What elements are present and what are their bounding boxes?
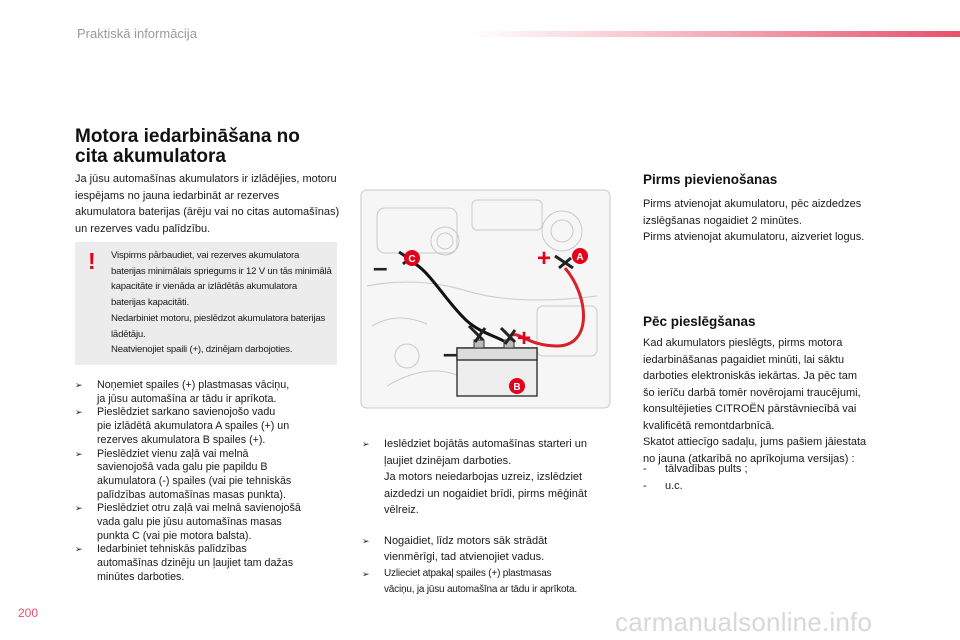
arrow-bullet-icon: ➢ <box>75 448 83 459</box>
list-item <box>643 478 748 495</box>
after-connection-steps <box>362 436 624 599</box>
watermark: carmanualsonline.info <box>615 607 873 637</box>
step-item <box>75 406 347 447</box>
main-heading: Motora iedarbināšana no cita akumulatora <box>75 126 300 167</box>
step-item <box>362 566 624 599</box>
marker-a <box>572 248 588 264</box>
arrow-bullet-icon: ➢ <box>362 568 370 579</box>
step-text: Pieslēdziet vienu zaļā vai melnā savienojošā vada galu pie papildu B akumulatora (-) spailes (vai pie tehniskās palīdzības automašīnas masas punkta). <box>97 447 292 501</box>
page-header-title: Praktiskā informācija <box>77 26 197 41</box>
minus-sign-top: – <box>373 252 388 282</box>
section-heading-before: Pirms pievienošanas <box>643 172 778 187</box>
arrow-bullet-icon: ➢ <box>75 544 83 555</box>
step-text: Nogaidiet, līdz motors sāk strādāt vienmērīgi, tad atvienojiet vadus. <box>384 534 548 563</box>
warning-box <box>75 242 337 365</box>
intro-paragraph: Ja jūsu automašīnas akumulators ir izlādējies, motoru iespējams no jauna iedarbināt ar rezerves akumulatora baterijas (ārēju vai no citas automašīnas) un rezerves vadu palīdzību. <box>75 173 340 235</box>
arrow-bullet-icon: ➢ <box>362 439 370 449</box>
step-text: Iesl​ēdziet bojātās automašīnas starteri un ļaujiet dzinējam darboties. Ja motors neiedarbojas uzreiz, izslēdziet aizdedzi un nogaidiet brīdi, pirms mēģināt vēlreiz. <box>384 438 588 516</box>
page-number: 200 <box>18 606 39 620</box>
arrow-bullet-icon: ➢ <box>75 380 83 390</box>
step-text: Pieslēdziet otru zaļā vai melnā savienojošā vada galu pie jūsu automašīnas masas punkta C (vai pie motora balsta). <box>97 502 301 542</box>
procedure-steps <box>75 379 347 585</box>
after-connection-paragraph: Kad akumulators pieslēgts, pirms motora iedarbināšanas pagaidiet minūti, lai sāktu darboties elektroniskās iekārtas. Ja pēc tam šo ierīču darbā tomēr novērojami traucējumi, konsultējieties CITROËN pārstāvniecībā vai kvalificētā remontdarbnīcā. Skatot attiecīgo sadaļu, jums pašiem jāiestata no jauna (atkarībā no aprīkojuma versijas) : <box>643 337 867 465</box>
section-heading-after: Pēc pieslēgšanas <box>643 314 756 329</box>
arrow-bullet-icon: ➢ <box>75 503 83 514</box>
dash-bullet: - <box>643 479 647 492</box>
step-text: Noņemiet spailes (+) plastmasas vāciņu, ja jūsu automašīna ar tādu ir aprīkota. <box>97 379 290 405</box>
exclamation-icon: ! <box>88 248 96 274</box>
arrow-bullet-icon: ➢ <box>75 407 83 418</box>
plus-sign-top: + <box>537 245 552 272</box>
step-item <box>362 436 624 519</box>
step-item <box>75 448 347 503</box>
step-text: Iedarbiniet tehniskās palīdzības automašīnas dzinēju un ļaujiet tam dažas minūtes darboties. <box>97 543 294 583</box>
header-accent-bar <box>470 31 960 37</box>
marker-b-label: B <box>513 382 521 393</box>
reset-items-list <box>643 461 748 494</box>
minus-sign-bottom: – <box>443 338 458 368</box>
step-item <box>362 533 624 566</box>
step-item <box>75 543 347 584</box>
list-item-text: u.c. <box>665 479 683 492</box>
before-connection-paragraph: Pirms atvienojat akumulatoru, pēc aizdedzes izslēgšanas nogaidiet 2 minūtes. Pirms atvienojat akumulatoru, aizveriet logus. <box>643 198 865 243</box>
marker-a-label: A <box>576 252 584 263</box>
step-item <box>75 502 347 543</box>
dash-bullet: - <box>643 463 647 475</box>
arrow-bullet-icon: ➢ <box>362 535 370 546</box>
list-item <box>643 461 748 478</box>
plus-sign-bottom: + <box>517 325 532 352</box>
step-text: Uzlieciet atpakaļ spailes (+) plastmasas vāciņu, ja jūsu automašīna ar tādu ir aprīkota. <box>384 567 577 595</box>
jump-start-diagram <box>357 186 614 412</box>
list-item-text: tālvadības pults ; <box>665 463 748 475</box>
marker-c-label: C <box>408 254 416 265</box>
marker-b <box>509 378 525 394</box>
warning-text: Vispirms pārbaudiet, vai rezerves akumulatora baterijas minimālais spriegums ir 12 V un tās minimālā kapacitāte ir vienāda ar izlādētās akumulatora baterijas kapacitāti. Nedarbiniet motoru, pieslēdzot akumulatora baterijas lādētāju. Neatvienojiet spaili (+), dzinējam darbojoties. <box>111 250 332 356</box>
step-item <box>75 379 347 406</box>
marker-c <box>404 250 420 266</box>
step-text: Pieslēdziet sarkano savienojošo vadu pie izlādētā akumulatora A spailes (+) un rezerves akumulatora B spailes (+). <box>97 406 290 446</box>
